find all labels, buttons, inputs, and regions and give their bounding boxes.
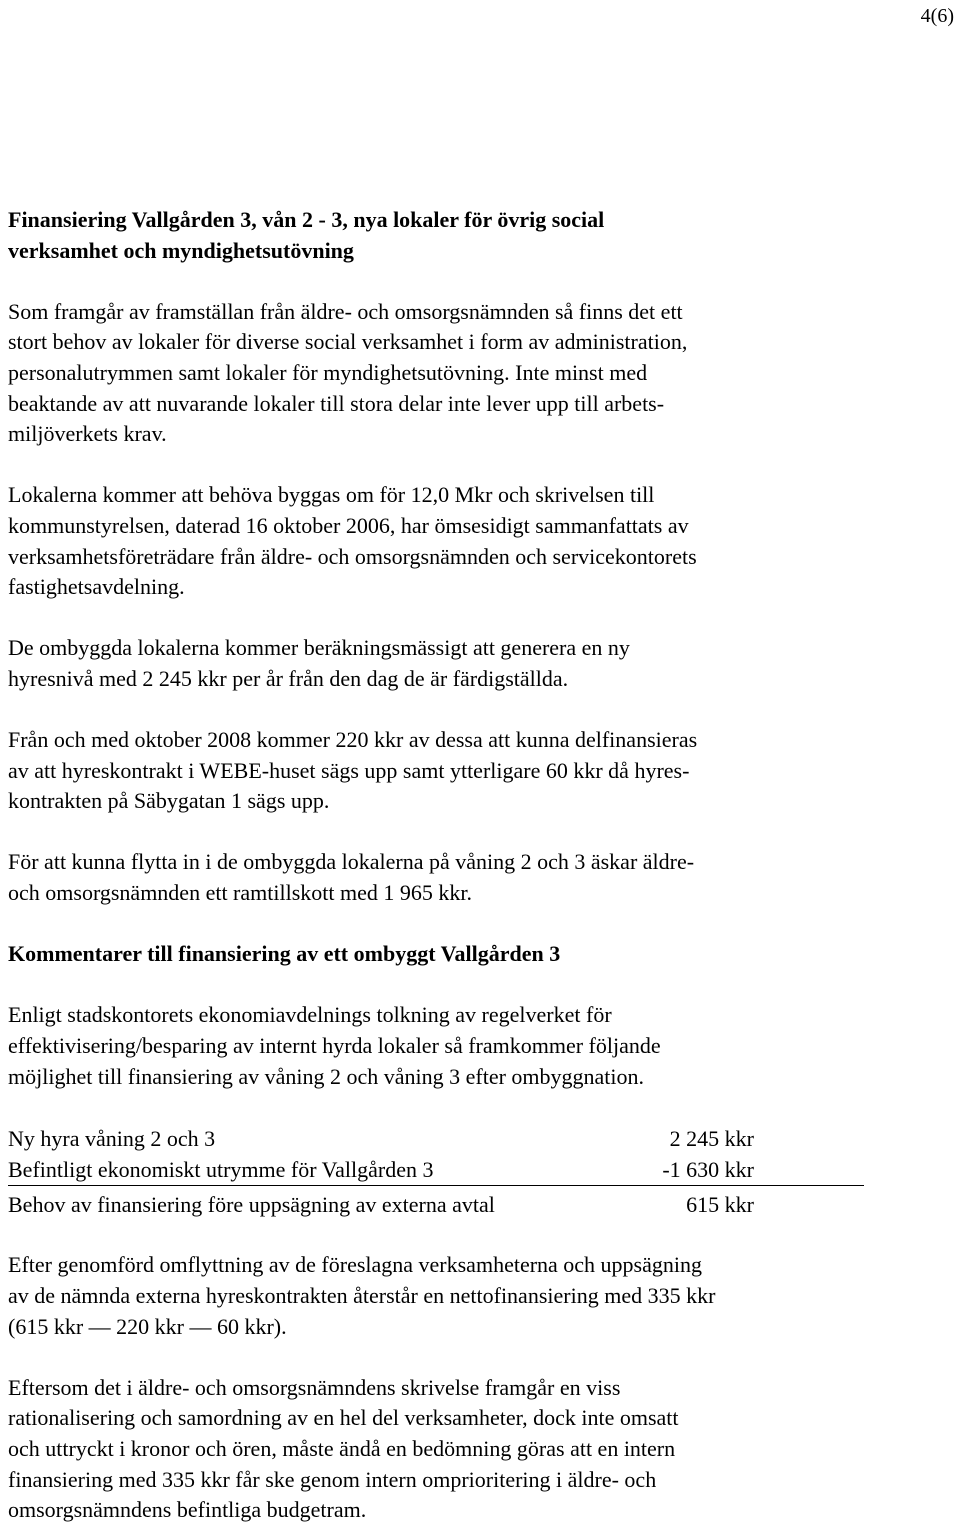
text-line: För att kunna flytta in i de ombyggda lokalerna på våning 2 och 3 äskar äldre- [8, 849, 695, 875]
heading-line: Finansiering Vallgården 3, vån 2 - 3, nya lokaler för övrig social [8, 207, 605, 232]
text-line: kontrakten på Säbygatan 1 sägs upp. [8, 788, 330, 814]
text-line: De ombyggda lokalerna kommer beräkningsmässigt att generera en ny [8, 635, 630, 661]
text-line: verksamhetsföreträdare från äldre- och omsorgsnämnden och servicekontorets [8, 543, 697, 569]
text-line: Som framgår av framställan från äldre- och omsorgsnämnden så finns det ett [8, 298, 683, 324]
table-row-total [8, 1185, 864, 1220]
text-line: omsorgsnämndens befintliga budgetram. [8, 1497, 367, 1523]
text-line: Lokalerna kommer att behöva byggas om för 12,0 Mkr och skrivelsen till [8, 482, 655, 508]
text-line: personalutrymmen samt lokaler för myndighetsutövning. Inte minst med [8, 359, 648, 385]
text-line: och uttryckt i kronor och ören, måste ändå en bedömning göras att en intern [8, 1435, 676, 1461]
text-line: och omsorgsnämnden ett ramtillskott med 1 965 kkr. [8, 880, 472, 906]
text-line: av de nämnda externa hyreskontrakten återstår en nettofinansiering med 335 kkr [8, 1283, 716, 1308]
row-amount: -1 630 kkr [608, 1154, 864, 1186]
text-line: Eftersom det i äldre- och omsorgsnämndens skrivelse framgår en viss [8, 1374, 621, 1400]
text-line: hyresnivå med 2 245 kkr per år från den dag de är färdigställda. [8, 665, 569, 691]
row-amount: 615 kkr [686, 1191, 754, 1217]
section-heading-financing [8, 205, 908, 266]
paragraph-need [8, 297, 908, 450]
financing-table [8, 1123, 864, 1220]
paragraph-conclusion [8, 1373, 908, 1526]
text-line: rationalisering och samordning av en hel del verksamheter, dock inte omsatt [8, 1405, 679, 1431]
row-amount: 2 245 kkr [669, 1125, 754, 1151]
paragraph-rent-level [8, 633, 908, 694]
paragraph-request [8, 847, 908, 908]
row-label: Behov av finansiering före uppsägning av externa avtal [8, 1191, 495, 1217]
text-line: (615 kkr — 220 kkr — 60 kkr). [8, 1313, 287, 1339]
text-line: av att hyreskontrakt i WEBE-huset sägs upp samt ytterligare 60 kkr då hyres- [8, 757, 690, 783]
table-row [8, 1123, 864, 1154]
text-line: Från och med oktober 2008 kommer 220 kkr av dessa att kunna delfinansieras [8, 727, 698, 753]
text-line: miljöverkets krav. [8, 421, 167, 447]
paragraph-interpretation [8, 1000, 908, 1092]
paragraph-partial-financing [8, 725, 908, 817]
text-line: finansiering med 335 kkr får ske genom intern omprioritering i äldre- och [8, 1466, 657, 1492]
text-line: fastighetsavdelning. [8, 574, 185, 600]
row-label: Ny hyra våning 2 och 3 [8, 1125, 216, 1151]
paragraph-rebuild [8, 480, 908, 602]
paragraph-net-financing [8, 1250, 908, 1342]
section-heading-comments: Kommentarer till finansiering av ett ombyggt Vallgården 3 [8, 941, 561, 967]
text-line: kommunstyrelsen, daterad 16 oktober 2006, har ömsesidigt sammanfattats av [8, 512, 689, 538]
row-label: Befintligt ekonomiskt utrymme för Vallgården 3 [8, 1154, 608, 1186]
table-row [8, 1154, 864, 1186]
text-line: Enligt stadskontorets ekonomiavdelnings tolkning av regelverket för [8, 1002, 612, 1028]
text-line: beaktande av att nuvarande lokaler till stora delar inte lever upp till arbets- [8, 390, 665, 416]
document-body [8, 205, 908, 1526]
text-line: möjlighet till finansiering av våning 2 och våning 3 efter ombyggnation. [8, 1063, 645, 1089]
heading-line: verksamhet och myndighetsutövning [8, 237, 354, 263]
text-line: Efter genomförd omflyttning av de föreslagna verksamheterna och uppsägning [8, 1252, 702, 1278]
text-line: effektivisering/besparing av internt hyrda lokaler så framkommer följande [8, 1033, 661, 1059]
text-line: stort behov av lokaler för diverse social verksamhet i form av administration, [8, 329, 688, 355]
page-number: 4(6) [920, 5, 954, 27]
